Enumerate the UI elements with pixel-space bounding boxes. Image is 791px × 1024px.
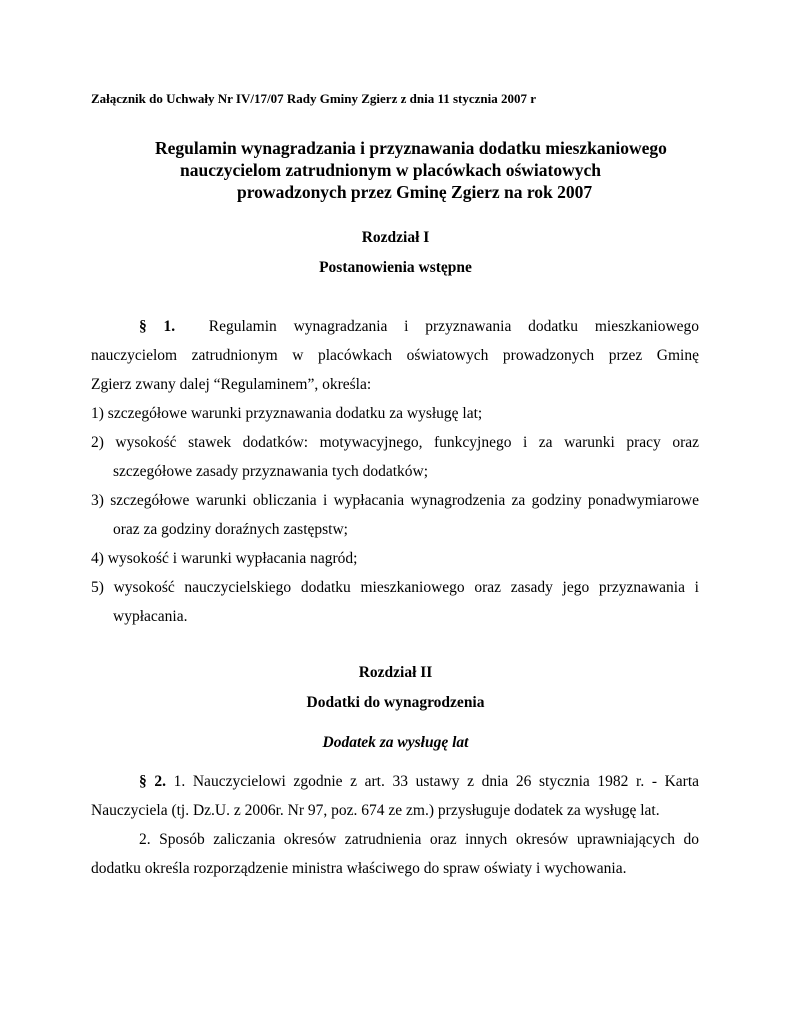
list-item: 2) wysokość stawek dodatków: motywacyjnego, funkcyjnego i za warunki pracy oraz szczegółowe zasady przyznawania tych dodatków;: [91, 434, 699, 480]
chapter-1-heading: Rozdział I: [361, 229, 430, 246]
title-line-3: prowadzonych przez Gminę Zgierz na rok 2007: [237, 182, 593, 202]
list-item: 1) szczegółowe warunki przyznawania dodatku za wysługę lat;: [91, 405, 483, 422]
paragraph-1-list: [91, 399, 699, 631]
list-item: 4) wysokość i warunki wypłacania nagród;: [91, 550, 358, 567]
paragraph-2-point-1: [91, 767, 699, 825]
title-line-1: Regulamin wynagradzania i przyznawania dodatku mieszkaniowego: [155, 138, 667, 158]
paragraph-1: [91, 312, 699, 631]
paragraph-1-line-2: nauczycielom zatrudnionym w placówkach oświatowych prowadzonych przez Gminę: [91, 347, 699, 364]
list-item: 5) wysokość nauczycielskiego dodatku mieszkaniowego oraz zasady jego przyznawania i wypłacania.: [91, 579, 699, 625]
chapter-2-heading: Rozdział II: [358, 664, 433, 681]
paragraph-1-intro-1: Regulamin wynagradzania i przyznawania dodatku mieszkaniowego: [208, 318, 700, 335]
section-title: Dodatek za wysługę lat: [322, 734, 469, 751]
chapter-1-subheading: Postanowienia wstępne: [319, 259, 472, 276]
paragraph-1-sign: § 1.: [139, 318, 176, 335]
paragraph-2-sign: § 2.: [139, 773, 166, 790]
paragraph-2-point-2: 2. Sposób zaliczania okresów zatrudnienia oraz innych okresów uprawniających do dodatku określa rozporządzenie ministra właściwego do spraw oświaty i wychowania.: [91, 831, 699, 877]
title-line-2: nauczycielom zatrudnionym w placówkach oświatowych: [180, 160, 601, 180]
chapter-2-subheading: Dodatki do wynagrodzenia: [306, 694, 485, 711]
paragraph-1-line-1: [91, 312, 699, 341]
attachment-note: Załącznik do Uchwały Nr IV/17/07 Rady Gminy Zgierz z dnia 11 stycznia 2007 r: [91, 91, 537, 106]
paragraph-1-line-3: Zgierz zwany dalej “Regulaminem”, określa:: [91, 376, 372, 393]
paragraph-2-point-1-text: 1. Nauczycielowi zgodnie z art. 33 ustawy z dnia 26 stycznia 1982 r. - Karta Nauczyciela (tj. Dz.U. z 2006r. Nr 97, poz. 674 ze zm.) przysługuje dodatek za wysługę lat.: [91, 773, 700, 819]
paragraph-2: [91, 767, 699, 883]
list-item: 3) szczegółowe warunki obliczania i wypłacania wynagrodzenia za godziny ponadwymiarowe oraz za godziny doraźnych zastępstw;: [91, 492, 699, 538]
